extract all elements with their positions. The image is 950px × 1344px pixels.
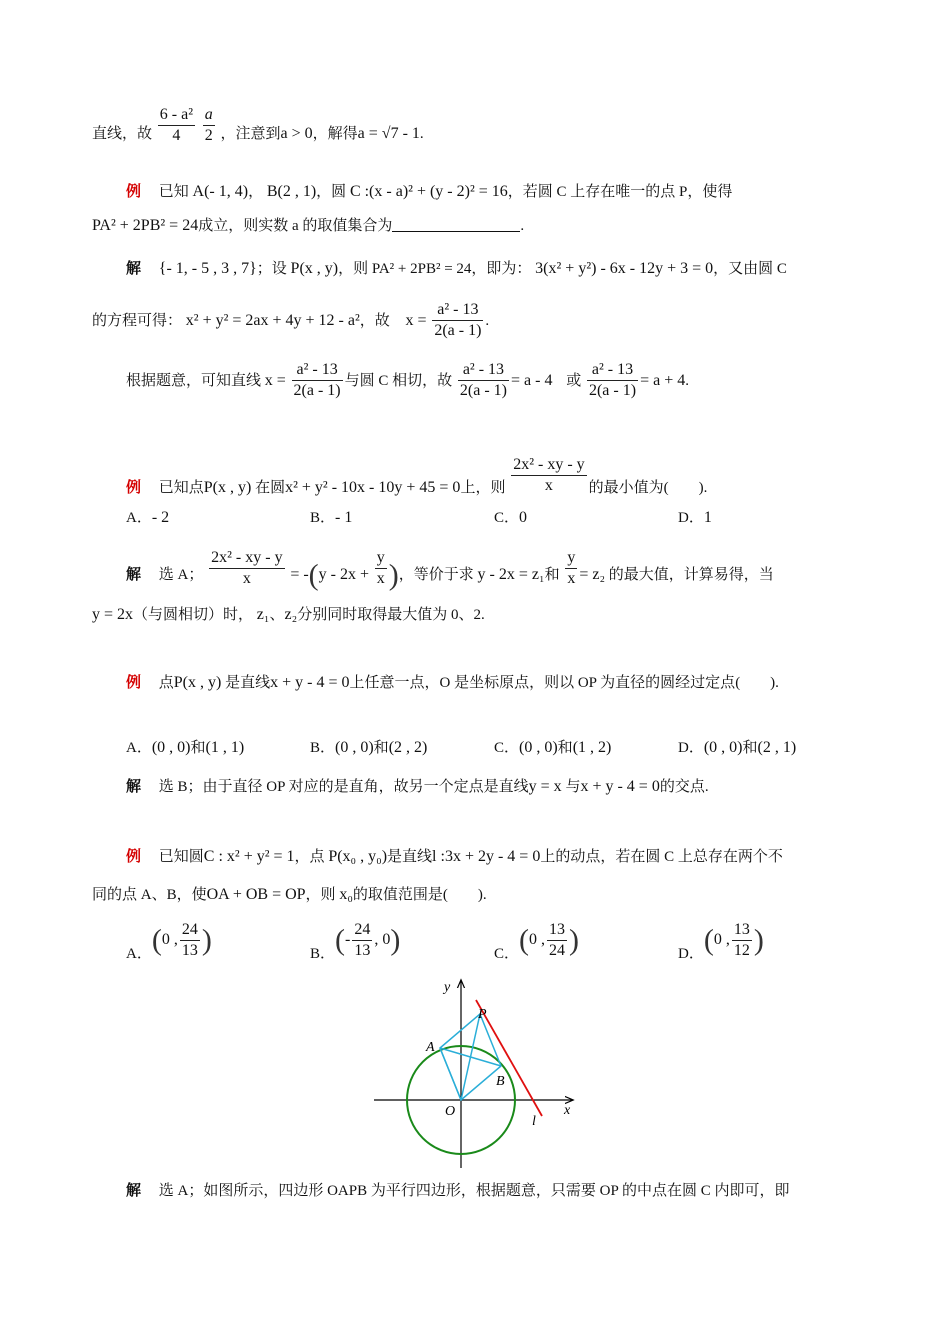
example3-solution: 解 选 B；由于直径 OP 对应的是直角，故另一个定点是直线y = x 与x + y - 4 = 0的交点. [126, 777, 709, 795]
fraction: $\frac{13}{12}$ [733, 921, 750, 959]
example1-solution-line1: 解 {- 1, - 5 , 3 , 7}；设 P(x , y)，则 PA² + 2PB² = 24，即为： 3(x² + y²) - 6x - 12y + 3 = 0，又由圆 C [126, 259, 787, 277]
answer-blank [392, 217, 520, 232]
fraction: $\frac{24}{13}$ [354, 921, 371, 959]
fraction: $\frac{24}{13}$ [181, 921, 198, 959]
example1-solution-line2: 的方程可得： x² + y² = 2ax + 4y + 12 - a²，故 x = $\frac{\text{a² - 13}}{2(a - 1)}$ . [92, 301, 490, 339]
solution-label: 解 [126, 565, 142, 583]
example2-question: 例 已知点P(x , y) 在圆x² + y² - 10x - 10y + 45 = 0上，则 $\frac{\text{2x² - xy - y}}{x}$ 的最小值为( ). [126, 456, 708, 496]
option-d[interactable]: D．(0 , $\frac{13}{12}$ ) [678, 921, 764, 962]
example1-line1: 例 已知 A(- 1, 4)， B(2 , 1)，圆 C :(x - a)² + (y - 2)² = 16，若圆 C 上存在唯一的点 P，使得 [126, 182, 733, 200]
example-label: 例 [126, 182, 142, 200]
fraction: $\frac{\text{a² - 13}}{2(a - 1)}$ [588, 361, 637, 399]
option-b[interactable]: B．- 1 [310, 509, 353, 526]
label-l: l [532, 1114, 536, 1129]
option-c[interactable]: C．(0 , 0)和(1 , 2) [494, 739, 612, 756]
fraction: $\frac{\text{a² - 13}}{2(a - 1)}$ [293, 361, 341, 399]
fraction: $\frac{a}{2}$ [204, 106, 213, 144]
label-y: y [444, 980, 451, 995]
fraction: $\frac{\text{6 - a²}}{4}$ [159, 106, 193, 144]
example1-solution-line3: 根据题意，可知直线 x = $\frac{\text{a² - 13}}{2(a - 1)}$ 与圆 C 相切，故 $\frac{\text{a² - 13}}{2(a - 1)}$ = a - 4 或 $\frac{\text{a² - 13}}{2(a - 1)}$ = a + 4. [126, 361, 689, 399]
fraction: $\frac{y}{x}$ [376, 549, 385, 587]
fraction: $\frac{\text{2x² - xy - y}}{x}$ [513, 456, 585, 494]
solution-label: 解 [126, 259, 142, 277]
fraction: $\frac{\text{2x² - xy - y}}{x}$ [211, 549, 283, 587]
example3-question: 例 点P(x , y) 是直线x + y - 4 = 0上任意一点，O 是坐标原点，则以 OP 为直径的圆经过定点( ). [126, 673, 779, 691]
solution-label: 解 [126, 1181, 142, 1199]
geometry-figure [360, 975, 590, 1175]
example4-solution: 解 选 A；如图所示，四边形 OAPB 为平行四边形，根据题意，只需要 OP 的中点在圆 C 内即可，即 [126, 1181, 790, 1199]
solution-label: 解 [126, 777, 142, 795]
option-a[interactable]: A．- 2 [126, 509, 170, 526]
label-b: B [496, 1074, 505, 1089]
example4-question-line2: 同的点 A、B，使OA + OB = OP，则 x₀的取值范围是( ). [92, 886, 487, 903]
option-a[interactable]: A．(0 , $\frac{24}{13}$ ) [126, 921, 212, 962]
continuation-line: 直线，故 $\frac{\text{6 - a²}}{4}$ $\frac{a}{2}$ ，注意到a > 0，解得a = √7 - 1. [92, 106, 424, 144]
option-a[interactable]: A．(0 , 0)和(1 , 1) [126, 739, 245, 756]
fraction: $\frac{\text{a² - 13}}{2(a - 1)}$ [459, 361, 507, 399]
example4-question-line1: 例 已知圆C : x² + y² = 1，点 P(x₀ , y₀)是直线l :3x + 2y - 4 = 0上的动点，若在圆 C 上总存在两个不 [126, 847, 783, 865]
label-p: P [478, 1007, 487, 1022]
fraction: $\frac{13}{24}$ [549, 921, 566, 959]
option-b[interactable]: B．(- $\frac{24}{13}$ , 0) [310, 921, 401, 962]
option-c[interactable]: C．0 [494, 509, 528, 526]
option-c[interactable]: C．(0 , $\frac{13}{24}$ ) [494, 921, 580, 962]
label-o: O [445, 1104, 456, 1119]
example1-line2: PA² + 2PB² = 24成立，则实数 a 的取值集合为 . [92, 217, 525, 234]
fraction: $\frac{\text{a² - 13}}{2(a - 1)}$ [434, 301, 482, 339]
option-d[interactable]: D．1 [678, 509, 712, 526]
example-label: 例 [126, 847, 142, 865]
example-label: 例 [126, 673, 142, 691]
fraction: $\frac{y}{x}$ [567, 549, 576, 587]
option-b[interactable]: B．(0 , 0)和(2 , 2) [310, 739, 428, 756]
example2-solution-line1: 解 选 A； $\frac{\text{2x² - xy - y}}{x}$ = -(y - 2x + $\frac{y}{x}$ )，等价于求 y - 2x = z₁和 $\frac{y}{x}$ = z₂ 的最大值，计算易得，当 [126, 549, 774, 592]
example2-solution-line2: y = 2x（与圆相切）时， z₁、z₂分别同时取得最大值为 0、2. [92, 606, 485, 623]
example-label: 例 [126, 478, 142, 496]
label-a: A [426, 1040, 435, 1055]
option-d[interactable]: D．(0 , 0)和(2 , 1) [678, 739, 797, 756]
label-x: x [564, 1103, 571, 1118]
